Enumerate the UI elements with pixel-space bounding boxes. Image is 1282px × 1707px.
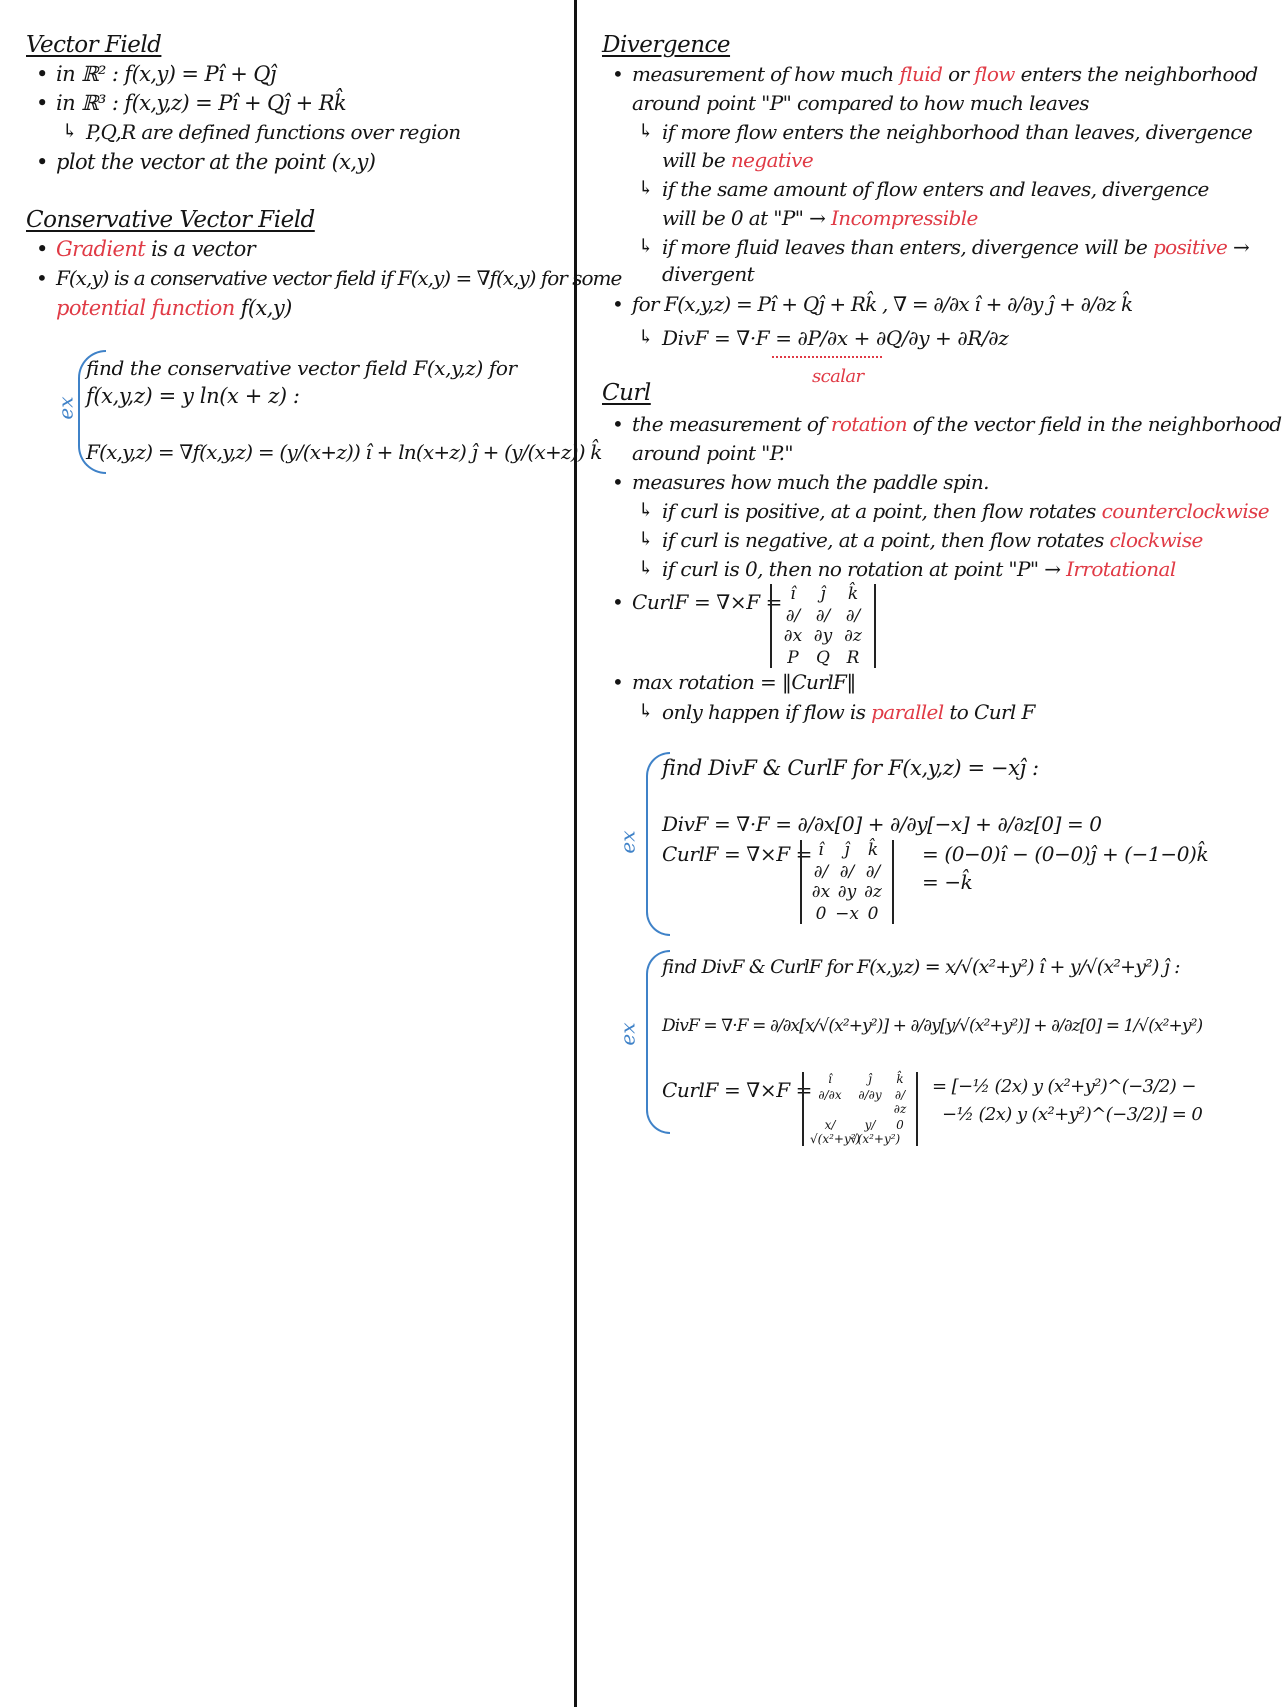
example-question-1: find the conservative vector field F(x,y,z) for <box>86 356 517 380</box>
negative-term: negative <box>730 148 814 172</box>
max-rotation: • max rotation = ‖CurlF‖ <box>632 670 856 694</box>
div-formula: ↳ DivF = ∇·F = ∂P/∂x + ∂Q/∂y + ∂R/∂z <box>662 326 1008 350</box>
curl-example1-result-1: = (0−0)î − (0−0)ĵ + (−1−0)k̂ <box>922 842 1209 866</box>
example-label: ex <box>53 396 78 420</box>
matrix-cell: −x <box>835 904 859 924</box>
vector-field-plot-note: • plot the vector at the point (x,y) <box>56 150 375 174</box>
matrix-cell: ∂/∂y <box>858 1088 882 1102</box>
matrix-cell: ĵ <box>844 840 850 860</box>
curl-example2-result-2: −½ (2x) y (x²+y²)^(−3/2)] = 0 <box>942 1104 1203 1125</box>
curl-definition-2: around point "P." <box>632 441 793 465</box>
curl-example2-result-1: = [−½ (2x) y (x²+y²)^(−3/2) − <box>932 1076 1196 1097</box>
divergence-positive-1 <box>662 235 1249 259</box>
curl-example2-question: find DivF & CurlF for F(x,y,z) = x/√(x²+y²) î + y/√(x²+y²) ĵ : <box>662 956 1180 978</box>
positive-arrow: → <box>1227 235 1250 259</box>
matrix-cell: ∂/∂y <box>813 606 833 646</box>
divergence-zero-1: ↳ if the same amount of flow enters and leaves, divergence <box>662 177 1209 201</box>
curl-example1-curl-label: CurlF = ∇×F = <box>662 842 813 866</box>
matrix-cell: î <box>818 840 824 860</box>
divergence-definition-1 <box>632 62 1258 86</box>
curl-example1-question: find DivF & CurlF for F(x,y,z) = −xĵ : <box>662 756 1039 780</box>
matrix-cell: R <box>846 648 860 668</box>
positive-text: if more fluid leaves than enters, divergence will be <box>662 235 1153 259</box>
will-be-text: will be <box>662 148 731 172</box>
clockwise-term: clockwise <box>1109 528 1203 552</box>
matrix-cell: Q <box>816 648 830 668</box>
fluid-term: fluid <box>899 62 943 86</box>
parallel-text: only happen if flow is <box>662 700 872 724</box>
zero-text: will be 0 at "P" → <box>662 206 831 230</box>
rotation-term: rotation <box>830 412 907 436</box>
matrix-cell: î <box>828 1072 832 1086</box>
curl-positive-text: if curl is positive, at a point, then flow rotates <box>662 499 1102 523</box>
potential-function-term: potential function <box>56 296 235 320</box>
curl-definition-1 <box>632 412 1282 436</box>
curl-example1-div: DivF = ∇·F = ∂/∂x[0] + ∂/∂y[−x] + ∂/∂z[0] = 0 <box>662 812 1102 836</box>
flow-term: flow <box>974 62 1015 86</box>
divergence-negative-2 <box>662 148 813 172</box>
conservative-definition: • F(x,y) is a conservative vector field if F(x,y) = ∇f(x,y) for some <box>56 266 621 290</box>
curl-text-a: the measurement of <box>632 412 831 436</box>
or-word: or <box>942 62 975 86</box>
potential-function-line <box>56 296 292 320</box>
matrix-cell: ∂/∂z <box>893 1088 907 1116</box>
vector-field-pqr-note: ↳ P,Q,R are defined functions over region <box>86 120 460 144</box>
scalar-label: scalar <box>812 366 864 387</box>
divergence-zero-2 <box>662 206 978 230</box>
curl-formula-label: • CurlF = ∇×F = <box>632 590 782 614</box>
irrotational-term: Irrotational <box>1066 557 1176 581</box>
column-divider <box>574 0 577 1707</box>
matrix-cell: 0 <box>896 1118 904 1132</box>
matrix-cell: 0 <box>815 904 827 924</box>
curl-example1-determinant <box>800 840 894 924</box>
curl-zero-text: if curl is 0, then no rotation at point "P" → <box>662 557 1067 581</box>
matrix-cell: k̂ <box>867 840 879 860</box>
curl-example1-result-2: = −k̂ <box>922 870 973 894</box>
curl-example2-determinant <box>802 1072 918 1146</box>
divergence-definition-2: around point "P" compared to how much leaves <box>632 91 1089 115</box>
incompressible-term: Incompressible <box>831 206 978 230</box>
vector-field-heading: Vector Field <box>26 32 162 58</box>
curl-heading: Curl <box>602 380 651 406</box>
curl-determinant <box>770 584 876 668</box>
parallel-term: parallel <box>871 700 944 724</box>
curl-example2-curl-label: CurlF = ∇×F = <box>662 1078 813 1102</box>
paddle-note: • measures how much the paddle spin. <box>632 470 989 494</box>
matrix-cell: ∂/∂z <box>844 606 862 646</box>
divergence-text-b: enters the neighborhood <box>1014 62 1258 86</box>
matrix-cell: ∂/∂z <box>864 862 882 902</box>
nabla-definition: • for F(x,y,z) = Pî + Qĵ + Rk̂ , ∇ = ∂/∂x î + ∂/∂y ĵ + ∂/∂z k̂ <box>632 292 1132 316</box>
potential-function-tail: f(x,y) <box>234 296 292 320</box>
scalar-underline <box>772 356 882 358</box>
matrix-cell: x/√(x²+y²) <box>810 1118 861 1146</box>
curl-text-b: of the vector field in the neighborhood <box>906 412 1282 436</box>
matrix-cell: P <box>787 648 799 668</box>
curl-example2-div: DivF = ∇·F = ∂/∂x[x/√(x²+y²)] + ∂/∂y[y/√(x²+y²)] + ∂/∂z[0] = 1/√(x²+y²) <box>662 1016 1203 1036</box>
example-answer: F(x,y,z) = ∇f(x,y,z) = (y/(x+z)) î + ln(x+z) ĵ + (y/(x+z)) k̂ <box>86 440 602 464</box>
positive-term: positive <box>1152 235 1228 259</box>
matrix-cell: ĵ <box>820 584 826 604</box>
matrix-cell: ∂/∂y <box>837 862 857 902</box>
divergence-positive-2: divergent <box>662 262 755 286</box>
divergence-negative-1: ↳ if more flow enters the neighborhood than leaves, divergence <box>662 120 1252 144</box>
matrix-cell: ∂/∂x <box>818 1088 842 1102</box>
example-question-2: f(x,y,z) = y ln(x + z) : <box>86 384 300 408</box>
gradient-bullet <box>56 237 255 261</box>
curl-example1-label: ex <box>615 830 640 854</box>
vector-field-r3: • in ℝ³ : f(x,y,z) = Pî + Qĵ + Rk̂ <box>56 91 346 115</box>
parallel-note <box>662 700 1035 724</box>
matrix-cell: ∂/∂x <box>783 606 803 646</box>
curl-negative <box>662 528 1203 552</box>
vector-field-r2: • in ℝ² : f(x,y) = Pî + Qĵ <box>56 62 276 86</box>
matrix-cell: y/√(x²+y²) <box>850 1118 901 1146</box>
matrix-cell: ĵ <box>868 1072 872 1086</box>
matrix-cell: ∂/∂x <box>811 862 831 902</box>
matrix-cell: î <box>790 584 796 604</box>
matrix-cell: k̂ <box>847 584 859 604</box>
divergence-text-a: measurement of how much <box>632 62 900 86</box>
gradient-term: Gradient <box>56 237 146 261</box>
gradient-rest: is a vector <box>145 237 256 261</box>
curl-zero <box>662 557 1176 581</box>
divergence-heading: Divergence <box>602 32 731 58</box>
matrix-cell: k̂ <box>896 1072 904 1086</box>
conservative-heading: Conservative Vector Field <box>26 207 315 233</box>
matrix-cell: 0 <box>867 904 879 924</box>
counterclockwise-term: counterclockwise <box>1101 499 1270 523</box>
parallel-tail: to Curl F <box>943 700 1035 724</box>
curl-positive <box>662 499 1269 523</box>
curl-negative-text: if curl is negative, at a point, then flow rotates <box>662 528 1110 552</box>
curl-example2-label: ex <box>615 1022 640 1046</box>
